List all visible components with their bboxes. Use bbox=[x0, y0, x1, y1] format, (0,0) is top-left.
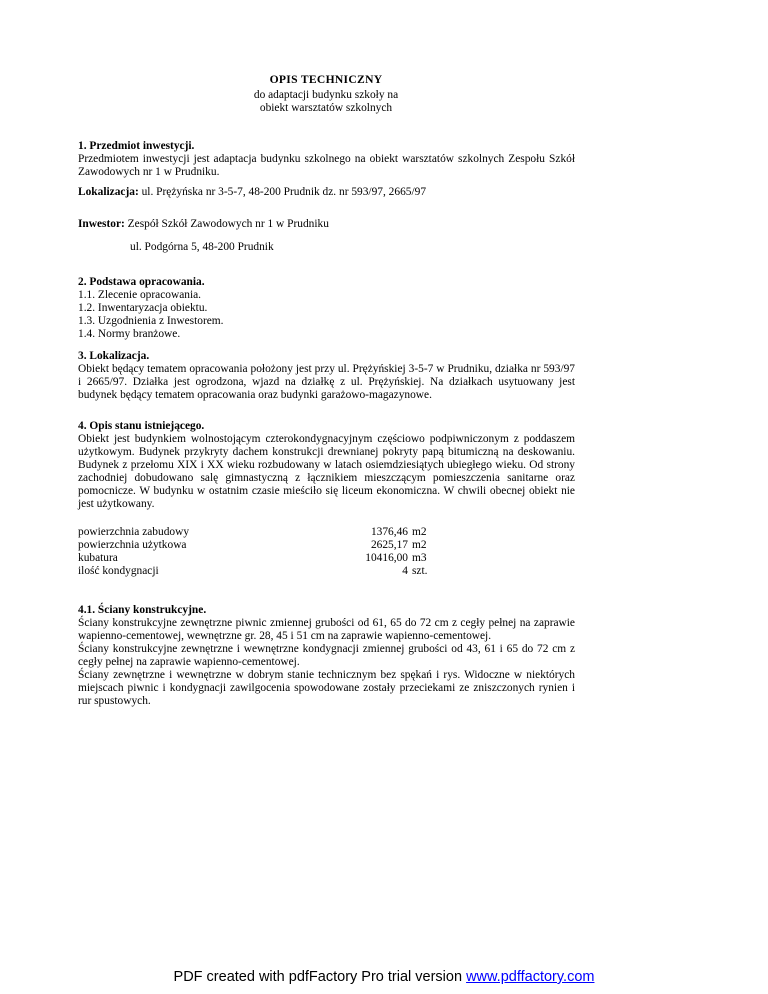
section-1-body: Przedmiotem inwestycji jest adaptacja budynku szkolnego na obiekt warsztatów szkolnych Zespołu Szkół Zawodowych nr 1 w Prudniku. bbox=[78, 153, 575, 178]
stats-row bbox=[78, 526, 478, 539]
building-stats bbox=[78, 526, 478, 578]
stat-value: 2625,17 bbox=[370, 539, 408, 551]
stat-value: 10416,00 bbox=[365, 552, 408, 564]
stats-row bbox=[78, 539, 478, 552]
section-2-item: 1.4. Normy branżowe. bbox=[78, 328, 181, 340]
section-2-item: 1.2. Inwentaryzacja obiektu. bbox=[78, 302, 208, 314]
section-3-body: Obiekt będący tematem opracowania położony jest przy ul. Prężyńskiej 3-5-7 w Prudniku, działka nr 593/97 i 2665/97. Działka jest ogrodzona, wjazd na działkę z ul. Prężyńskiej. Na działkach usytuowany jest budynek będący tematem opracowania oraz budynki garażowo-magazynowe. bbox=[78, 363, 575, 401]
section-1-heading: 1. Przedmiot inwestycji. bbox=[78, 140, 195, 152]
section-4-heading: 4. Opis stanu istniejącego. bbox=[78, 420, 205, 432]
section-1 bbox=[78, 140, 575, 179]
document-body bbox=[78, 73, 575, 707]
investor-value: Zespół Szkół Zawodowych nr 1 w Prudniku bbox=[124, 218, 329, 230]
section-4-1 bbox=[78, 604, 575, 708]
document-title: OPIS TECHNICZNY bbox=[269, 73, 383, 86]
section-2-item: 1.1. Zlecenie opracowania. bbox=[78, 289, 202, 301]
stat-value: 1376,46 bbox=[370, 526, 408, 538]
location-label: Lokalizacja: bbox=[78, 186, 139, 198]
investor-line bbox=[78, 218, 575, 231]
stats-row bbox=[78, 565, 478, 578]
title-block bbox=[176, 73, 476, 115]
stat-value: 4 bbox=[402, 565, 408, 577]
section-4-1-heading: 4.1. Ściany konstrukcyjne. bbox=[78, 604, 207, 616]
document-subtitle-line1: do adaptacji budynku szkoły na bbox=[253, 89, 399, 101]
stat-unit: szt. bbox=[412, 565, 428, 577]
section-2-heading: 2. Podstawa opracowania. bbox=[78, 276, 205, 288]
location-line bbox=[78, 186, 575, 199]
section-4-1-paragraph: Ściany konstrukcyjne zewnętrzne piwnic zmiennej grubości od 61, 65 do 72 cm z cegły pełnej na zaprawie wapienno-cementowej, wewnętrzne gr. 28, 45 i 51 cm na zaprawie wapienno-cementowej. bbox=[78, 617, 575, 642]
footer-text: PDF created with pdfFactory Pro trial version bbox=[173, 969, 467, 985]
investor-label: Inwestor: bbox=[78, 218, 125, 230]
stat-unit: m3 bbox=[412, 552, 427, 564]
footer-link[interactable]: www.pdffactory.com bbox=[466, 969, 595, 985]
section-2 bbox=[78, 276, 575, 341]
section-4-body: Obiekt jest budynkiem wolnostojącym czterokondygnacyjnym częściowo podpiwniczonym z poddaszem użytkowym. Budynek przykryty dachem konstrukcji drewnianej pokryty papą bitumiczną na deskowaniu. Budynek z przełomu XIX i XX wieku rozbudowany w latach osiemdziesiątych ubiegłego wieku. Od strony zachodniej dobudowano salę gimnastyczną z łącznikiem mieszczącym pomieszczenia sanitarne oraz pomocnicze. W budynku w ostatnim czasie mieściło się liceum ekonomiczna. W chwili obecnej obiekt nie jest użytkowany. bbox=[78, 433, 575, 510]
stats-row bbox=[78, 552, 478, 565]
stat-unit: m2 bbox=[412, 526, 427, 538]
stat-label: powierzchnia zabudowy bbox=[78, 526, 190, 538]
section-3 bbox=[78, 350, 575, 402]
section-3-heading: 3. Lokalizacja. bbox=[78, 350, 150, 362]
investor-address: ul. Podgórna 5, 48-200 Prudnik bbox=[130, 241, 274, 253]
stat-label: kubatura bbox=[78, 552, 118, 564]
section-4 bbox=[78, 420, 575, 511]
section-2-item: 1.3. Uzgodnienia z Inwestorem. bbox=[78, 315, 224, 327]
section-4-1-paragraph: Ściany zewnętrzne i wewnętrzne w dobrym stanie technicznym bez spękań i rys. Widoczne w niektórych miejscach piwnic i kondygnacji zawilgocenia spowodowane zostały przeciekami ze zniszczonych rynien i rur spustowych. bbox=[78, 669, 575, 707]
document-subtitle-line2: obiekt warsztatów szkolnych bbox=[259, 102, 393, 114]
stat-unit: m2 bbox=[412, 539, 427, 551]
pdf-footer bbox=[0, 968, 768, 986]
section-4-1-paragraph: Ściany konstrukcyjne zewnętrzne i wewnętrzne kondygnacji zmiennej grubości od 43, 61 i 65 do 72 cm z cegły pełnej na zaprawie wapienno-cementowej. bbox=[78, 643, 575, 668]
stat-label: ilość kondygnacji bbox=[78, 565, 159, 577]
stat-label: powierzchnia użytkowa bbox=[78, 539, 187, 551]
location-value: ul. Prężyńska nr 3-5-7, 48-200 Prudnik dz. nr 593/97, 2665/97 bbox=[138, 186, 427, 198]
